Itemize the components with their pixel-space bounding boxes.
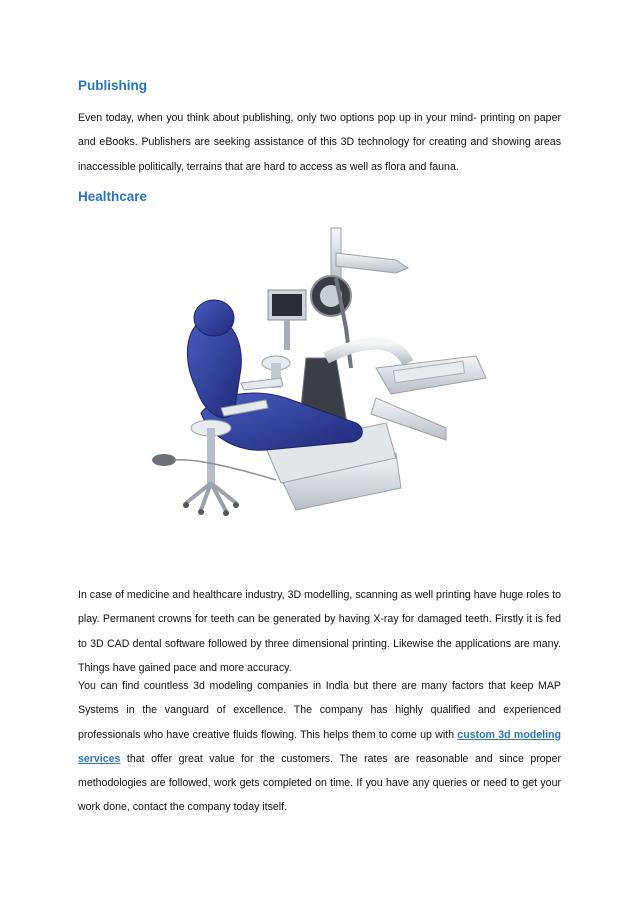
dental-chair-image	[146, 218, 491, 568]
paragraph-text-before-link: You can find countless 3d modeling companies in India but there are many factors that keep MAP Systems in the vanguard of excellence. The company has highly qualified and experienced professionals who have creative fluids flowing. This helps them to come up with	[78, 680, 561, 741]
healthcare-paragraph-1: In case of medicine and healthcare industry, 3D modelling, scanning as well printing have huge roles to play. Permanent crowns for teeth can be generated by having X-ray for damaged teeth. Firstly it is fed to 3D CAD dental software followed by three dimensional printing. Likewise the applications are many. Things have gained pace and more accuracy.	[78, 589, 561, 674]
publishing-paragraph: Even today, when you think about publishing, only two options pop up in your mind- printing on paper and eBooks. Publishers are seeking assistance of this 3D technology for creating and showing areas inaccessible politically, terrains that are hard to access as well as flora and fauna.	[78, 112, 561, 173]
paragraph-text-after-link: that offer great value for the customers. The rates are reasonable and since proper methodologies are followed, work gets completed on time. If you have any queries or need to get your work done, contact the company today itself.	[78, 752, 561, 814]
publishing-heading: Publishing	[78, 78, 147, 93]
healthcare-heading: Healthcare	[78, 189, 148, 204]
custom-3d-modeling-services-link[interactable]: custom 3d modeling services	[78, 728, 561, 765]
healthcare-paragraph-2	[78, 674, 561, 820]
